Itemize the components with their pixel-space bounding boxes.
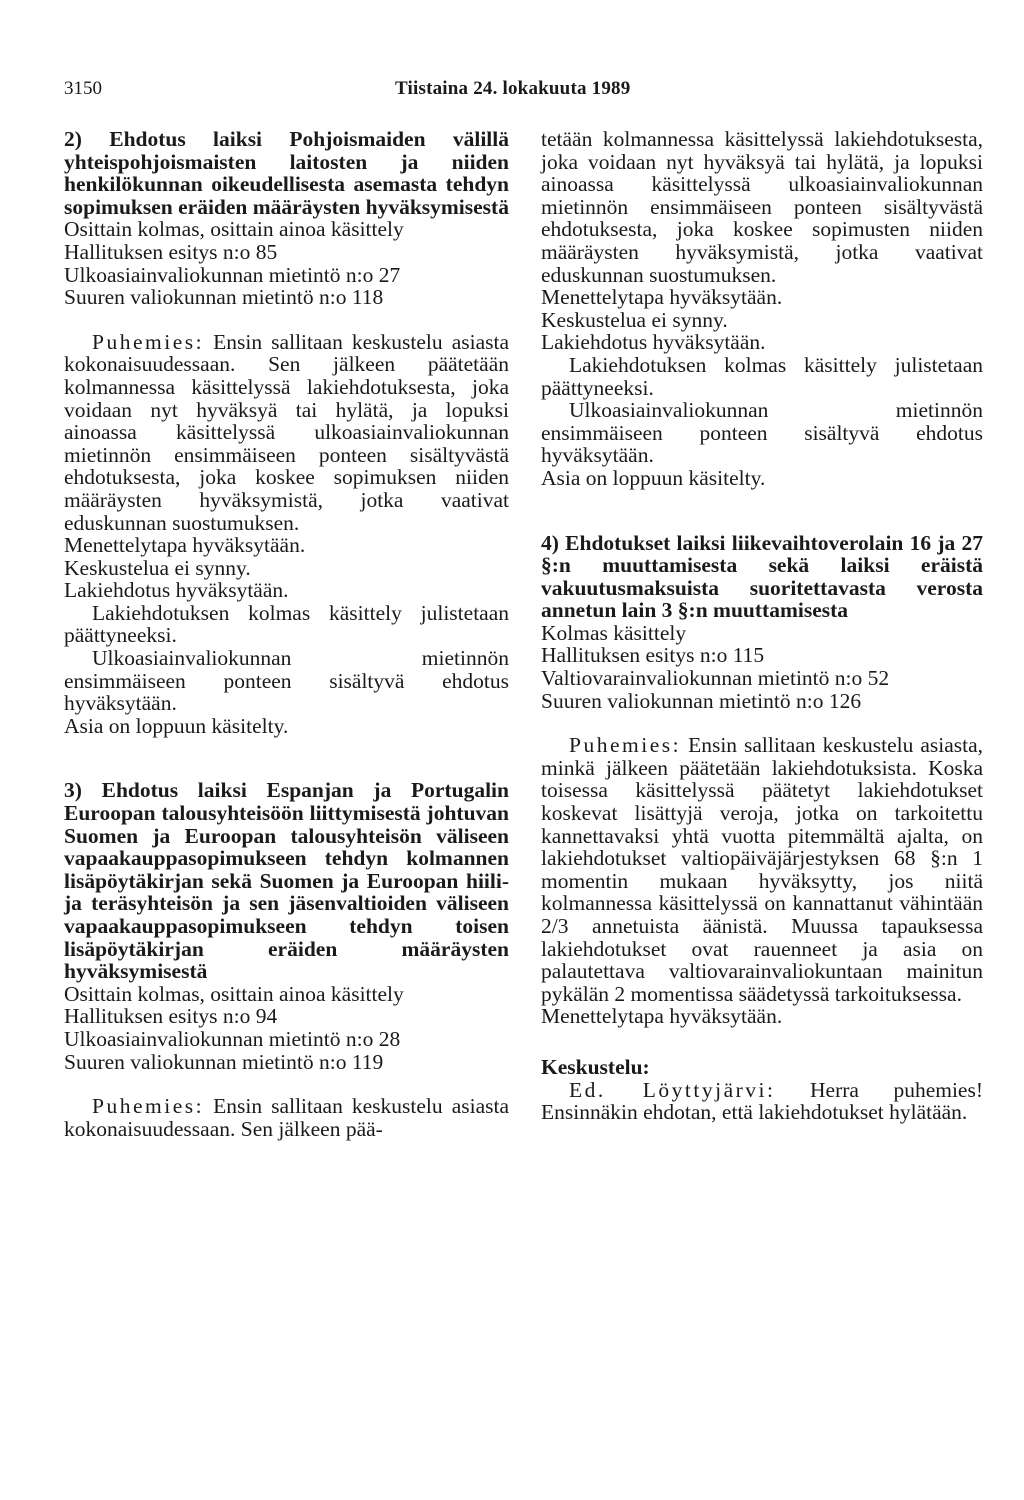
speaker-name: Puhemies: (92, 1094, 205, 1119)
decision: Ulkoasiainvaliokunnan mietinnön ensimmäiseen ponteen sisältyvä ehdotus hyväksytään. (64, 646, 509, 716)
meta-line: Valtiovarainvaliokunnan mietintö n:o 52 (541, 666, 890, 691)
section-2-heading: 2) Ehdotus laiksi Pohjoismaiden välillä yhteispohjoismaisten laitosten ja niiden henkilökunnan oikeudellisesta asemasta tehdyn sopimuksen eräiden määräysten hyväksymisestä (64, 127, 509, 219)
section-2-speech (64, 331, 509, 534)
member-speech (541, 1079, 983, 1124)
page-header (64, 78, 644, 102)
decision: Menettelytapa hyväksytään. (64, 533, 306, 558)
meta-line: Hallituksen esitys n:o 94 (64, 1004, 278, 1029)
left-column (64, 128, 509, 1140)
speaker-name: Puhemies: (92, 329, 205, 354)
decision: Menettelytapa hyväksytään. (541, 285, 783, 310)
section-3-speech-start (64, 1095, 509, 1140)
meta-line: Hallituksen esitys n:o 115 (541, 643, 765, 668)
decision: Lakiehdotuksen kolmas käsittely julistetaan päättyneeksi. (64, 600, 509, 648)
decision: Asia on loppuun käsitelty. (64, 713, 289, 738)
page-number: 3150 (64, 78, 102, 99)
speech-text: Ensin sallitaan keskustelu asiasta kokonaisuudessaan. Sen jälkeen pää- (64, 1094, 510, 1141)
meta-line: Suuren valiokunnan mietintö n:o 119 (64, 1049, 384, 1074)
meta-line: Suuren valiokunnan mietintö n:o 118 (64, 285, 384, 310)
speech-text: Herra puhemies! Ensinnäkin ehdotan, että lakiehdotukset hylätään. (541, 1077, 984, 1125)
speaker-name: Puhemies: (569, 733, 682, 758)
decision: Ulkoasiainvaliokunnan mietinnön ensimmäiseen ponteen sisältyvä ehdotus hyväksytään. (541, 398, 983, 468)
meta-line: Ulkoasiainvaliokunnan mietintö n:o 28 (64, 1026, 401, 1051)
decision: Menettelytapa hyväksytään. (541, 1004, 783, 1029)
meta-line: Suuren valiokunnan mietintö n:o 126 (541, 688, 862, 713)
discussion-label: Keskustelu: (541, 1054, 650, 1079)
right-column (541, 128, 983, 1124)
section-3-speech-continued: tetään kolmannessa käsittelyssä lakiehdotuksesta, joka voidaan nyt hyväksyä tai hylätä, ja lopuksi ainoassa käsittelyssä ulkoasiainvaliokunnan mietinnön ensimmäiseen ponteen sisältyvästä ehdotuksesta, joka koskee sopimusten niiden määräysten hyväksymistä, jotka vaativat eduskunnan suostumuksen. (541, 127, 983, 287)
meta-line: Kolmas käsittely (541, 620, 687, 645)
meta-line: Osittain kolmas, osittain ainoa käsittely (64, 981, 404, 1006)
running-title: Tiistaina 24. lokakuuta 1989 (395, 78, 631, 99)
meta-line: Osittain kolmas, osittain ainoa käsittely (64, 217, 404, 242)
decision: Lakiehdotuksen kolmas käsittely julistetaan päättyneeksi. (541, 352, 983, 400)
section-4-speech (541, 734, 983, 1005)
section-4-heading: 4) Ehdotukset laiksi liikevaihtoverolain 16 ja 27 §:n muuttamisesta sekä laiksi eräistä vakuutusmaksuista suoritettavasta verosta annetun lain 3 §:n muuttamisesta (541, 530, 983, 623)
decision: Lakiehdotus hyväksytään. (541, 330, 766, 355)
meta-line: Hallituksen esitys n:o 85 (64, 239, 278, 264)
speaker-name: Ed. Löyttyjärvi: (569, 1077, 776, 1102)
section-3-meta (64, 983, 509, 1073)
decision: Keskustelua ei synny. (64, 555, 251, 580)
section-4-meta (541, 622, 983, 712)
section-2-meta (64, 218, 509, 308)
speech-text: Ensin sallitaan keskustelu asiasta kokonaisuudessaan. Sen jälkeen päätetään kolmannessa käsittelyssä lakiehdotuksesta, joka voidaan nyt hyväksyä tai hylätä, ja lopuksi ainoassa käsittelyssä ulkoasiainvaliokunnan mietinnön ensimmäiseen ponteen sisältyvästä ehdotuksesta, joka koskee sopimuksen niiden määräysten hyväksymistä, jotka vaativat eduskunnan suostumuksen. (64, 329, 510, 535)
decision: Keskustelua ei synny. (541, 307, 728, 332)
section-3-heading: 3) Ehdotus laiksi Espanjan ja Portugalin Euroopan talousyhteisöön liittymisestä johtuvan Suomen ja Euroopan talousyhteisön väliseen vapaakauppasopimukseen tehdyn kolmannen lisäpöytäkirjan sekä Suomen ja Euroopan hiili- ja teräsyhteisön ja sen jäsenvaltioiden väliseen vapaakauppasopimukseen tehdyn toisen lisäpöytäkirjan eräiden määräysten hyväksymisestä (64, 778, 509, 984)
meta-line: Ulkoasiainvaliokunnan mietintö n:o 27 (64, 262, 401, 287)
decision: Lakiehdotus hyväksytään. (64, 578, 289, 603)
speech-text: Ensin sallitaan keskustelu asiasta, minkä jälkeen päätetään lakiehdotuksista. Koska toisessa käsittelyssä päätetyt lakiehdotukset koskevat lisättyjä veroja, jotka on tarkoitettu kannettavaksi yhtä vuotta pitemmältä ajalta, on lakiehdotukset valtiopäiväjärjestyksen 68 §:n 1 momentin mukaan hyväksytty, jos niitä kolmannessa käsittelyssä on kannattanut vähintään 2/3 annetuista äänistä. Muussa tapauksessa lakiehdotukset ovat rauenneet ja asia on palautettava valtiovarainvaliokuntaan mainitun pykälän 2 momentissa säädetyssä tarkoituksessa. (541, 733, 984, 1006)
decision: Asia on loppuun käsitelty. (541, 465, 766, 490)
